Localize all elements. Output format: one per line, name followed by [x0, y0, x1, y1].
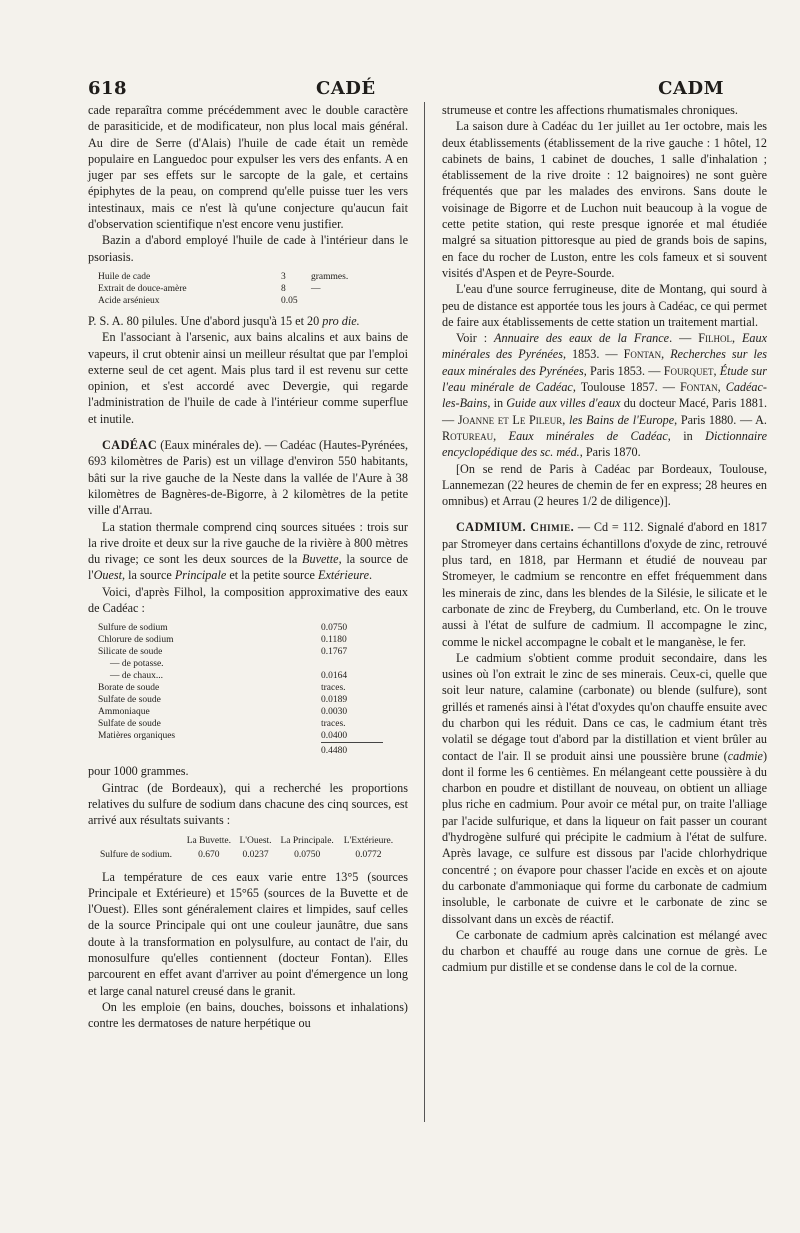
paragraph: Ce carbonate de cadmium après calcination est mélangé avec du charbon et chauffé au rouge dans une cornue de grès. Le cadmium pur distille et se condense dans le col de la cornue. [442, 927, 767, 975]
italic-run: Extérieure [318, 568, 369, 583]
entry-cadmium [442, 519, 767, 649]
italic-run: pro die. [322, 313, 360, 328]
sulfide-comparison-table [98, 835, 398, 861]
italic-run: Dictionnaire encyclopédique des sc. méd. [442, 428, 768, 460]
text-run: , Toulouse 1857. — [572, 380, 681, 395]
spacer [442, 509, 767, 519]
comparison-value: 0.0237 [242, 849, 269, 860]
composition-name: Borate de soude [98, 683, 160, 694]
comparison-header: L'Extérieure. [343, 835, 394, 846]
paragraph [88, 519, 408, 584]
composition-row [98, 634, 383, 646]
text-run: , in [667, 428, 706, 443]
italic-run: Recherches sur les eaux minérales des Pyrénées [442, 347, 767, 378]
composition-row [98, 718, 383, 730]
text-run: , Paris 1853. — [583, 363, 664, 378]
paragraph [88, 313, 408, 329]
comparison-value: 0.670 [198, 849, 220, 860]
paragraph: [On se rend de Paris à Cadéac par Bordeaux, Toulouse, Lannemezan (22 heures de chemin de fer en express; 28 heures en omnibus) et Arrau (2 heures 1/2 de diligence)]. [442, 461, 767, 509]
left-column [88, 102, 408, 1031]
text-run: — Cd = 112. Signalé d'abord en 1817 par Stromeyer dans certains échantillons d'oxyde de zinc, retrouvé plus tard, en 1818, par Hermann et étudié de nouveau par Stromeyer, le cadmium se rencontre en effet fréquemment dans les minerais de zinc, dans les blendes de la Silésie, le silicate et le carbonate de zinc de Freyberg, du Cumberland, etc. On le trouve aussi à l'état de sulfure de cadmium. Il accompagne le zinc, comme le nickel accompagne le cobalt et le manganèse, le fer. [442, 520, 767, 649]
composition-value: 0.0030 [321, 707, 348, 718]
text-run: et la petite source [226, 568, 318, 583]
author-name: Joanne et Le Pileur [457, 412, 563, 427]
composition-value: traces. [321, 719, 346, 730]
text-run: P. S. A. 80 pilules. Une d'abord jusqu'à 15 et 20 [88, 313, 323, 328]
text-run: . — [669, 331, 699, 346]
text-run: , la source [122, 568, 175, 583]
composition-name: Sulfure de sodium [98, 623, 168, 634]
formula-ingredient: Huile de cade [98, 271, 151, 282]
italic-run: Étude sur l'eau minérale de Cadéac [442, 363, 768, 395]
composition-name: Sulfate de soude [98, 695, 161, 706]
formula-unit: — [311, 283, 321, 294]
text-run: ) dont il forme les 6 centièmes. En mélangeant cette poussière à du charbon en poudre et distillant de nouveau, on obtient un alliage plus riche en cadmium. Pour avoir ce métal pur, on traite l'alliage par l'acide sulfurique, et dans la liqueur on fait passer un courant d'hydrogène sulfuré qui précipite le cadmium à l'état de sulfure. Après lavage, ce sulfure est dissous par l'acide chlorhydrique concentré ; on évapore pour chasser l'acide en excès et on ajoute du carbonate d'ammoniaque qui forme du carbonate de cadmium insoluble, le carbonate de cuivre et le carbonate de zinc se dissolvant dans un excès de réactif. [442, 748, 767, 926]
formula-quantity: 8 [281, 283, 286, 294]
formula-ingredient: Acide arsénieux [98, 295, 160, 306]
paragraph: Voici, d'après Filhol, la composition approximative des eaux de Cadéac : [88, 584, 408, 616]
paragraph: Gintrac (de Bordeaux), qui a recherché les proportions relatives du sulfure de sodium dans chacune des cinq sources, est arrivé aux résultats suivants : [88, 780, 408, 828]
text-run: , la source de l' [88, 552, 408, 583]
italic-run: Guide aux villes d'eaux [506, 396, 621, 411]
text-run: La station thermale comprend cinq sources situées : trois sur la rive droite et deux sur la rive gauche de la rivière à 800 mètres du rivage; ce sont les deux sources de la [88, 519, 408, 567]
formula-quantity: 0.05 [281, 295, 298, 306]
composition-value: 0.0750 [321, 623, 348, 634]
comparison-row [98, 847, 398, 861]
formula-unit [311, 295, 383, 307]
composition-value: 0.0189 [321, 695, 348, 706]
formula-row [98, 271, 383, 283]
comparison-corner [98, 835, 182, 847]
author-name: Fontan [680, 380, 718, 395]
italic-run: Cadéac-les-Bains [442, 380, 767, 411]
composition-value: 0.1180 [321, 635, 347, 646]
formula-ingredient: Extrait de douce-amère [98, 283, 187, 294]
entry-cadeac [88, 437, 408, 518]
comparison-value: 0.0772 [355, 849, 382, 860]
bazin-formula-table [98, 271, 383, 307]
paragraph: On les emploie (en bains, douches, boissons et inhalations) contre les dermatoses de nature herpétique ou [88, 999, 408, 1031]
formula-row [98, 295, 383, 307]
composition-name: — de potasse. [110, 659, 164, 670]
composition-value: 0.0400 [321, 731, 348, 742]
text-run: , Paris 1870. [579, 445, 641, 460]
paragraph: L'eau d'une source ferrugineuse, dite de Montang, qui sourd à peu de distance est apportée tous les jours à Cadéac, ce qui permet de faire aux établissements de cette station un traitement martial. [442, 282, 767, 329]
entry-headword: CADMIUM. Chimie. [456, 520, 575, 535]
text-run: Voir : [456, 331, 495, 346]
text-run: du docteur Macé, Paris 1881. — [442, 396, 767, 427]
running-header [88, 78, 724, 104]
paragraph: pour 1000 grammes. [88, 764, 189, 779]
composition-row [98, 670, 383, 682]
comparison-value: 0.0750 [294, 849, 321, 860]
composition-row [98, 622, 383, 634]
composition-name: Silicate de soude [98, 647, 163, 658]
composition-name: Ammoniaque [98, 707, 150, 718]
author-name: Rotureau [442, 428, 494, 443]
author-name: Filhol [698, 331, 732, 346]
paragraph: La saison dure à Cadéac du 1er juillet au 1er octobre, mais les deux établissements (établissement de la rive gauche : 1 hôtel, 12 cabinets de bains, 1 cabinet de douches, 1 salle d'inhalation ; établissement de la rive droite : 12 baignoires) ne sont guère fréquentés que par les malades des environs. Sans doute le voisinage de Bigorre et de Luchon nuit beaucoup à la vogue de cette petite station, qui reste presque ignorée et mal étudiée malgré sa situation pittoresque au pied de grands bois de sapins, en face du rocher de Luston, entre les cols fameux et si souvent visités d'Aspen et de Peyre-Sourde. [442, 119, 767, 280]
comparison-header: L'Ouest. [239, 835, 272, 846]
composition-row [98, 730, 383, 743]
paragraph: Bazin a d'abord employé l'huile de cade à l'intérieur dans le psoriasis. [88, 233, 408, 264]
composition-total: 0.4480 [321, 743, 383, 758]
column-divider [424, 102, 425, 1122]
composition-name: Chlorure de sodium [98, 635, 174, 646]
composition-name: — de chaux... [110, 671, 164, 682]
composition-table [98, 622, 383, 757]
italic-run: Annuaire des eaux de la France [494, 331, 670, 346]
text-run: . [368, 568, 373, 583]
text-run: (Eaux minérales de). — Cadéac (Hautes-Pyrénées, 693 kilomètres de Paris) est un village d'environ 550 habitants, bâti sur la rive gauche de la Neste dans la vallée de l'Aure à 38 kilomètres de Bagnères-de-Bigorre, à 2 kilomètres de la petite ville d'Arrau. [88, 438, 408, 518]
bibliography: Voir : Annuaire des eaux de la France. — Filhol, Eaux minérales des Pyrénées, 1853. — Fontan, Recherches sur les eaux minérales des Pyrénées, Paris 1853. — Fourquet, Étude sur l'eau minérale de Cadéac, Toulouse 1857. — Fontan, Cadéac-les-Bains, in Guide aux villes d'eaux du docteur Macé, Paris 1881. — Joanne et Le Pileur, les Bains de l'Europe, Paris 1880. — A. Rotureau, Eaux minérales de Cadéac, in Dictionnaire encyclopédique des sc. méd., Paris 1870. [442, 331, 768, 460]
italic-run: Principale [174, 568, 227, 583]
paragraph: cade reparaîtra comme précédemment avec le double caractère de parasiticide, et de modificateur, non plus local mais général. Au dire de Serre (d'Alais) l'huile de cade était un remède populaire en Languedoc pour expulser les vers des enfants. A en juger par ses effets sur le sarcopte de la gale, et certains épiphytes de la peau, on comprend qu'elle puisse tuer les vers intestinaux, mais ce n'est là qu'une conjecture qu'aucun fait d'observation scientifique n'est encore venu justifier. [88, 103, 408, 232]
italic-run: Buvette [302, 552, 339, 567]
composition-value: traces. [321, 683, 346, 694]
formula-quantity: 3 [281, 271, 286, 282]
paragraph [442, 650, 767, 927]
composition-value: 0.1767 [321, 647, 348, 658]
comparison-header: La Principale. [280, 835, 334, 846]
italic-run: Eaux minérales des Pyrénées [442, 331, 768, 362]
formula-unit: grammes. [311, 271, 349, 282]
composition-value [321, 658, 383, 670]
paragraph: En l'associant à l'arsenic, aux bains alcalins et aux bains de vapeurs, il crut obtenir ainsi un meilleur résultat que par l'emploi externe seul de cet agent. Mais plus tard il est revenu sur cette opinion, et s'est accordé avec Devergie, qui regarde l'administration de l'huile de cade à l'intérieur comme superflue et inutile. [88, 330, 408, 426]
composition-total-spacer [98, 743, 321, 758]
italic-run: cadmie [727, 748, 763, 763]
italic-run: les Bains de l'Europe [568, 412, 675, 427]
paragraph: strumeuse et contre les affections rhumatismales chroniques. [442, 103, 738, 117]
entry-headword: CADÉAC [102, 438, 158, 453]
comparison-row-label: Sulfure de sodium. [100, 849, 173, 860]
composition-row [98, 682, 383, 694]
text-run: , Paris 1880. — A. [674, 412, 767, 427]
italic-run: Eaux minérales de Cadéac [508, 428, 668, 443]
text-run: Le cadmium s'obtient comme produit secondaire, dans les usines où l'on extrait le zinc de ses minerais. Ceux-ci, quelle que soit leur nature, calamine (carbonate) ou blende (sulfure), sont grillés et ramenés ainsi à l'état d'oxydes qu'on chauffe ensuite avec du charbon qui les réduit. Dans ce cas, le cadmium étant très volatil se dégage tout d'abord par la distillation et vient brûler au contact de l'air. Il se produit ainsi une poussière brune ( [442, 650, 767, 763]
header-left-title: CADÉ [316, 78, 376, 99]
composition-row [98, 694, 383, 706]
composition-row [98, 646, 383, 658]
comparison-header: La Buvette. [186, 835, 232, 846]
author-name: Fontan [623, 347, 662, 362]
comparison-header-row [98, 835, 398, 847]
composition-name: Sulfate de soude [98, 719, 161, 730]
italic-run: Ouest [93, 568, 123, 583]
page-number: 618 [88, 78, 128, 99]
text-run: , 1853. — [562, 347, 624, 362]
right-column [442, 102, 767, 976]
header-right-title: CADM [658, 78, 724, 99]
paragraph: La température de ces eaux varie entre 13°5 (sources Principale et Extérieure) et 15°65 (sources de la Buvette et de l'Ouest). Elles sont généralement claires et limpides, sauf celles de la source Principale qui ont une couleur jaunâtre, due sans doute à la transformation en polysulfure, au contact de l'air, du monosulfure qu'elles contiennent (docteur Fontan). Elles parcourent en effet avant d'arriver au point d'émergence un long et large canal naturel creusé dans le granit. [88, 869, 408, 998]
composition-row [98, 706, 383, 718]
spacer [88, 427, 408, 437]
composition-total-row [98, 743, 383, 758]
composition-name: Matières organiques [98, 731, 176, 742]
author-name: Fourquet [663, 363, 714, 378]
composition-value: 0.0164 [321, 671, 348, 682]
formula-row [98, 283, 383, 295]
text-run: , in [487, 396, 507, 411]
composition-row [98, 658, 383, 670]
